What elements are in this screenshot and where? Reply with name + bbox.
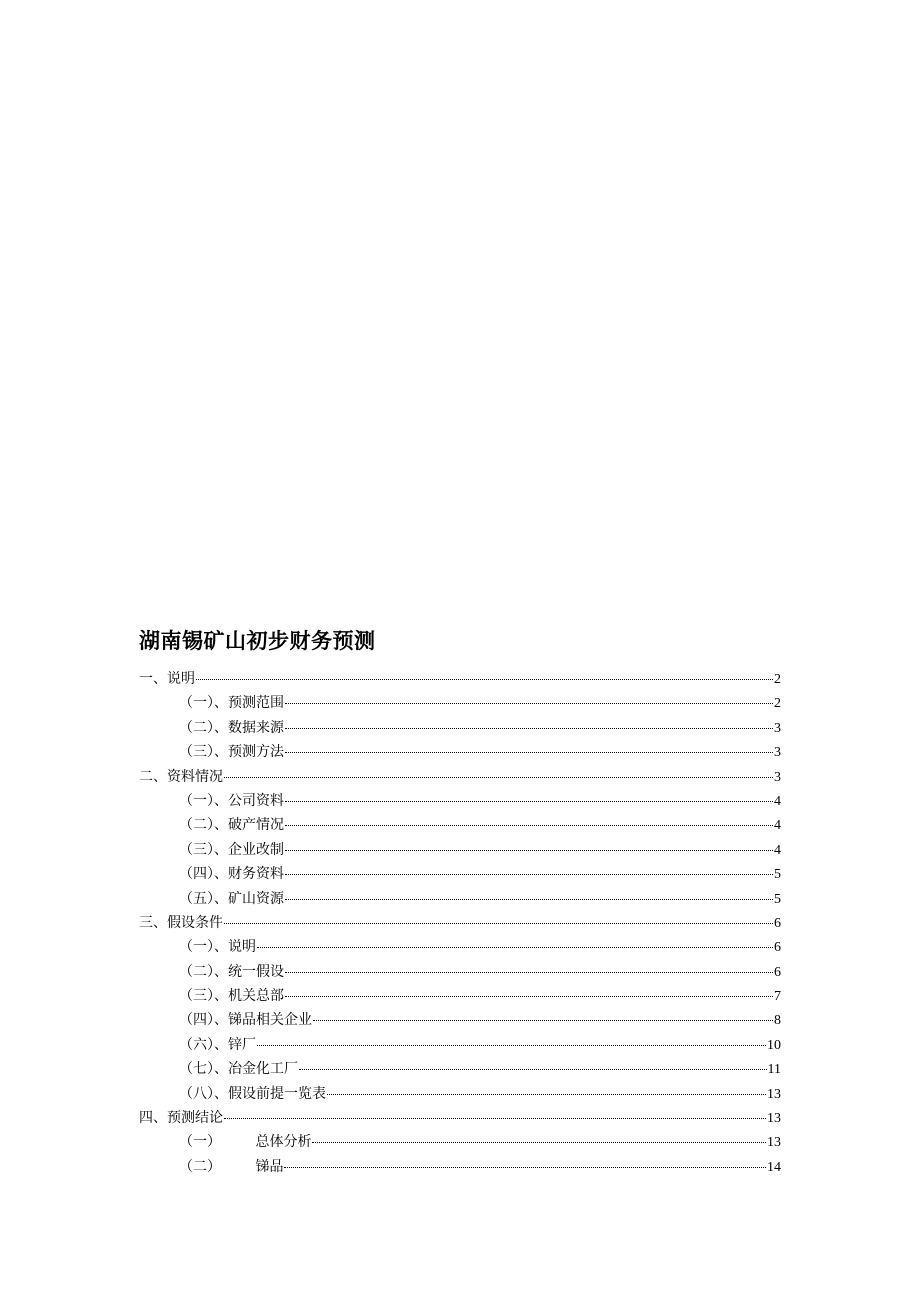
toc-entry-page-number: 4 [774,818,781,834]
toc-entry[interactable] [139,667,781,691]
toc-dot-leader [313,1020,773,1021]
toc-entry-label: （六）、锌厂 [179,1036,256,1053]
toc-dot-leader [285,874,773,875]
toc-entry-label: （三）、机关总部 [179,988,284,1005]
toc-entry[interactable] [139,691,781,715]
toc-dot-leader [224,923,773,924]
toc-entry-label: （一） 总体分析 [179,1134,312,1151]
toc-entry[interactable] [139,1155,781,1179]
toc-entry-page-number: 5 [774,891,781,907]
toc-entry-label: （四）、锑品相关企业 [179,1012,312,1029]
toc-entry-label: （七）、冶金化工厂 [179,1061,298,1078]
toc-entry[interactable] [139,960,781,984]
toc-dot-leader [285,703,773,704]
toc-entry[interactable] [139,887,781,911]
toc-entry-label: （五）、矿山资源 [179,890,284,907]
toc-entry[interactable] [139,935,781,959]
toc-dot-leader [285,899,773,900]
table-of-contents [139,667,781,1179]
toc-entry-page-number: 2 [774,672,781,687]
toc-entry-label: （二）、数据来源 [179,719,284,736]
toc-entry[interactable] [139,1033,781,1057]
toc-entry[interactable] [139,838,781,862]
toc-dot-leader [285,996,773,997]
toc-entry-label: （一）、公司资料 [179,792,284,809]
toc-entry-label: （八）、假设前提一览表 [179,1085,326,1102]
toc-entry-label: （四）、财务资料 [179,866,284,883]
document-title: 湖南锡矿山初步财务预测 [139,629,376,653]
toc-dot-leader [196,679,773,680]
toc-entry-page-number: 10 [767,1037,781,1053]
toc-entry-page-number: 3 [774,769,781,785]
toc-dot-leader [284,1167,766,1168]
toc-entry-label: （二） 锑品 [179,1158,284,1175]
toc-entry[interactable] [139,1008,781,1032]
toc-entry-page-number: 6 [774,915,781,931]
toc-entry-page-number: 7 [774,989,781,1005]
toc-entry[interactable] [139,1057,781,1081]
toc-dot-leader [285,801,773,802]
toc-entry-page-number: 4 [774,842,781,858]
toc-entry[interactable] [139,1082,781,1106]
toc-dot-leader [285,850,773,851]
toc-entry-label: （二）、破产情况 [179,817,284,834]
toc-entry-page-number: 6 [774,964,781,980]
toc-entry[interactable] [139,1130,781,1154]
toc-entry-label: 二、资料情况 [139,768,223,785]
toc-entry-page-number: 2 [774,696,781,712]
toc-entry-page-number: 4 [774,793,781,809]
toc-entry[interactable] [139,765,781,789]
toc-dot-leader [285,728,773,729]
toc-entry-page-number: 13 [767,1111,781,1127]
toc-entry-page-number: 3 [774,720,781,736]
toc-entry[interactable] [139,813,781,837]
toc-dot-leader [257,947,773,948]
toc-entry-label: 四、预测结论 [139,1110,223,1127]
toc-entry-label: 一、说明 [139,671,195,687]
toc-entry[interactable] [139,1106,781,1130]
toc-entry[interactable] [139,984,781,1008]
toc-dot-leader [224,777,773,778]
toc-entry-label: （一）、预测范围 [179,695,284,712]
toc-dot-leader [285,825,773,826]
toc-entry-page-number: 3 [774,745,781,761]
toc-entry-page-number: 6 [774,940,781,956]
toc-entry-page-number: 8 [774,1013,781,1029]
toc-entry-label: （三）、企业改制 [179,841,284,858]
toc-dot-leader [224,1118,766,1119]
toc-entry[interactable] [139,716,781,740]
toc-dot-leader [285,752,773,753]
toc-dot-leader [327,1094,766,1095]
toc-entry-label: （三）、预测方法 [179,744,284,761]
toc-entry[interactable] [139,740,781,764]
toc-entry-label: （一）、说明 [179,939,256,956]
toc-entry-page-number: 11 [767,1062,781,1078]
toc-entry-page-number: 13 [767,1135,781,1151]
toc-entry-label: （二）、统一假设 [179,963,284,980]
toc-entry-page-number: 5 [774,867,781,883]
toc-dot-leader [285,972,773,973]
toc-entry[interactable] [139,911,781,935]
toc-dot-leader [299,1069,767,1070]
toc-dot-leader [312,1142,766,1143]
toc-entry[interactable] [139,862,781,886]
toc-entry-page-number: 14 [767,1159,781,1175]
toc-entry-page-number: 13 [767,1086,781,1102]
toc-entry[interactable] [139,789,781,813]
toc-dot-leader [257,1045,766,1046]
toc-entry-label: 三、假设条件 [139,914,223,931]
